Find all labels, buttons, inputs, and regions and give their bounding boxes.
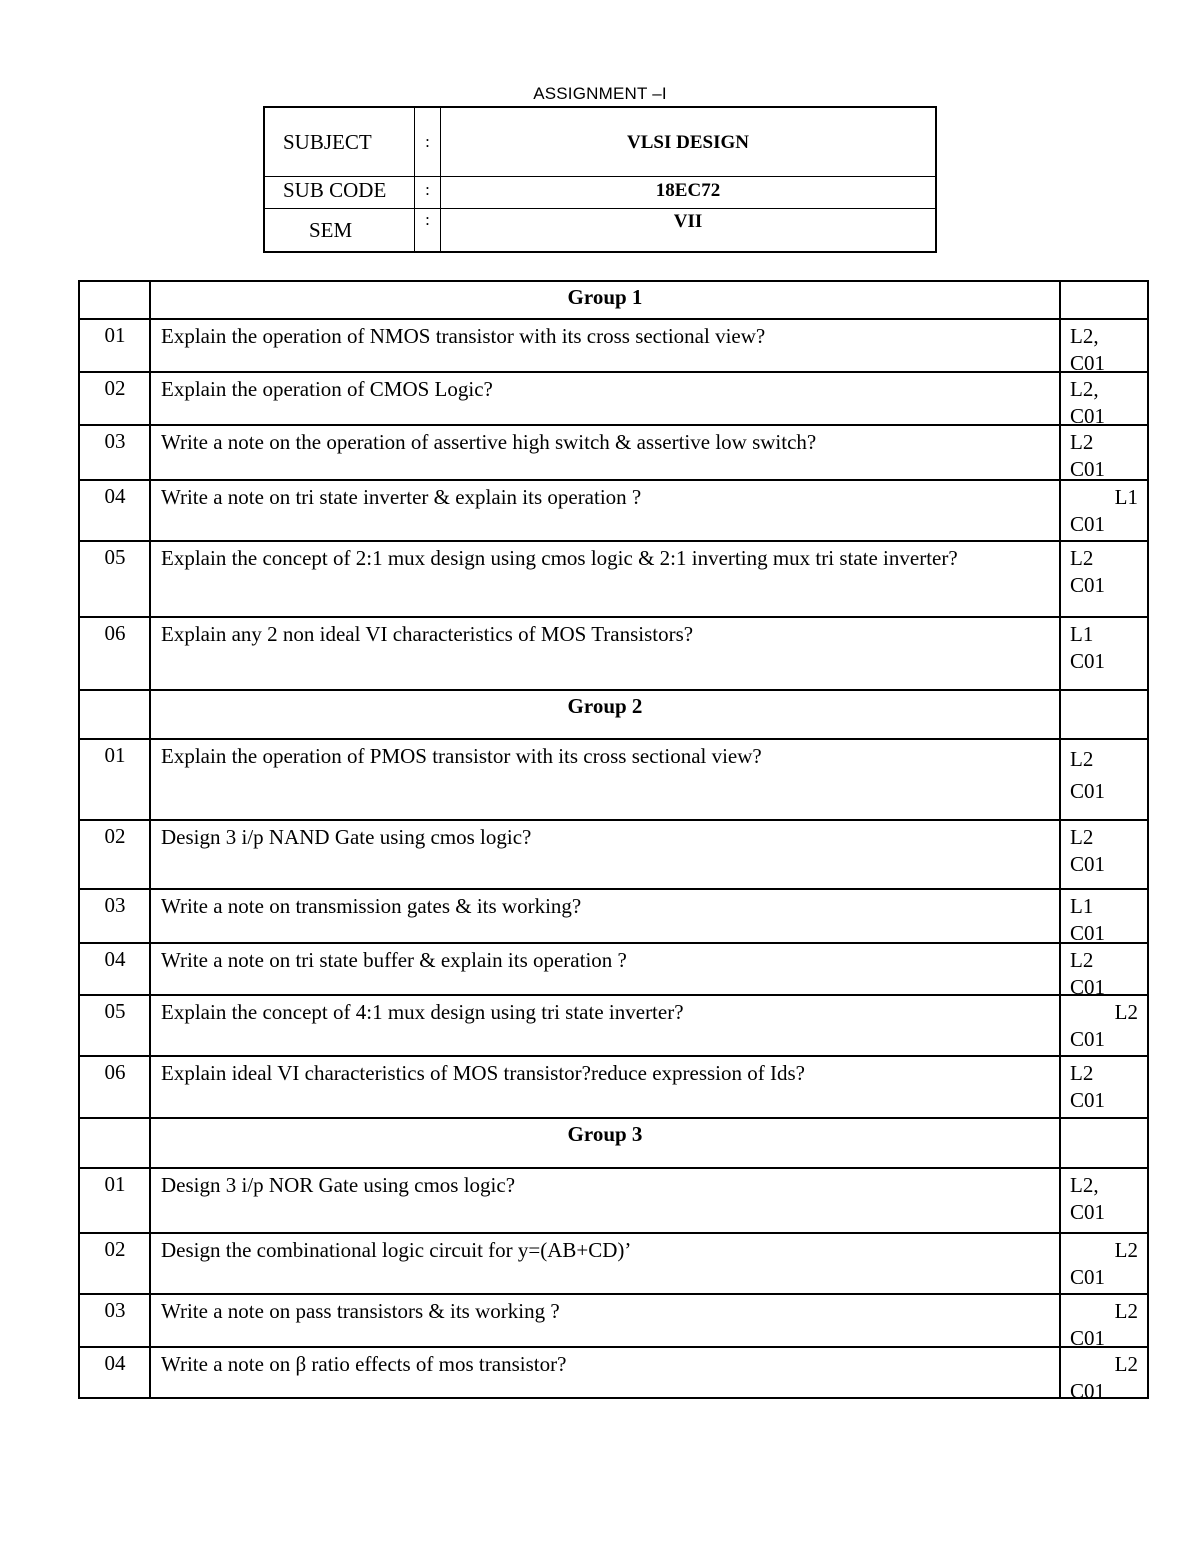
level: L2, <box>1070 324 1099 348</box>
question-number: 04 <box>104 947 126 971</box>
table-row <box>80 320 1147 373</box>
group-title: Group 1 <box>567 285 643 309</box>
table-row <box>80 1057 1147 1119</box>
level: L1 <box>1070 622 1094 646</box>
course-outcome: C01 <box>1070 1379 1106 1403</box>
course-outcome: C01 <box>1070 351 1106 375</box>
table-row <box>80 1234 1147 1295</box>
course-outcome: C01 <box>1070 1326 1106 1350</box>
group-title: Group 3 <box>567 1122 643 1146</box>
question-text: Explain the concept of 2:1 mux design using cmos logic & 2:1 inverting mux tri state inverter? <box>161 546 958 570</box>
level: L2 <box>1114 1299 1138 1323</box>
level: L2 <box>1114 1238 1138 1262</box>
question-number: 01 <box>104 743 126 767</box>
course-outcome: C01 <box>1070 1088 1106 1112</box>
question-text: Explain the operation of CMOS Logic? <box>161 377 493 401</box>
question-text: Explain ideal VI characteristics of MOS transistor?reduce expression of Ids? <box>161 1061 805 1085</box>
level-cell <box>1070 621 1140 675</box>
level: L2 <box>1114 1352 1138 1376</box>
level-cell <box>1070 1237 1140 1291</box>
course-outcome: C01 <box>1070 779 1106 803</box>
question-number: 04 <box>104 1351 126 1375</box>
colon: : <box>415 176 441 208</box>
level-cell <box>1070 429 1140 483</box>
table-row <box>80 481 1147 542</box>
level-cell <box>1070 1298 1140 1352</box>
question-number: 03 <box>104 429 126 453</box>
question-number: 03 <box>104 893 126 917</box>
table-row <box>80 740 1147 821</box>
question-number: 06 <box>104 621 126 645</box>
group-title: Group 2 <box>567 694 643 718</box>
level-cell <box>1070 947 1140 1001</box>
question-number: 02 <box>104 824 126 848</box>
level: L2, <box>1070 377 1099 401</box>
sub-code-row <box>265 176 935 209</box>
subject-row <box>265 108 935 177</box>
course-outcome: C01 <box>1070 921 1106 945</box>
level-cell <box>1070 545 1140 599</box>
question-text: Design 3 i/p NAND Gate using cmos logic? <box>161 825 532 849</box>
level-cell <box>1070 743 1140 807</box>
question-number: 01 <box>104 1172 126 1196</box>
question-number: 02 <box>104 376 126 400</box>
question-number: 05 <box>104 999 126 1023</box>
level: L2 <box>1114 1000 1138 1024</box>
question-number: 01 <box>104 323 126 347</box>
sub-code-value: 18EC72 <box>655 180 721 201</box>
level-cell <box>1070 323 1140 377</box>
course-outcome: C01 <box>1070 649 1106 673</box>
course-outcome: C01 <box>1070 404 1106 428</box>
table-row <box>80 542 1147 618</box>
question-number: 03 <box>104 1298 126 1322</box>
table-row <box>80 618 1147 691</box>
table-row <box>80 890 1147 944</box>
level-cell <box>1070 824 1140 878</box>
group-header-row <box>80 282 1147 320</box>
course-outcome: C01 <box>1070 512 1106 536</box>
question-text: Explain the concept of 4:1 mux design using tri state inverter? <box>161 1000 684 1024</box>
level-cell <box>1070 1060 1140 1114</box>
course-outcome: C01 <box>1070 852 1106 876</box>
level-cell <box>1070 484 1140 538</box>
question-text: Explain any 2 non ideal VI characteristics of MOS Transistors? <box>161 622 694 646</box>
question-text: Write a note on the operation of assertive high switch & assertive low switch? <box>161 430 817 454</box>
question-text: Explain the operation of PMOS transistor with its cross sectional view? <box>161 744 762 768</box>
question-number: 06 <box>104 1060 126 1084</box>
subject-label: SUBJECT <box>265 108 415 176</box>
course-outcome: C01 <box>1070 1265 1106 1289</box>
subject-value: VLSI DESIGN <box>627 132 749 153</box>
table-row <box>80 426 1147 481</box>
course-outcome: C01 <box>1070 1200 1106 1224</box>
question-number: 02 <box>104 1237 126 1261</box>
question-number: 04 <box>104 484 126 508</box>
question-text: Write a note on tri state buffer & explain its operation ? <box>161 948 627 972</box>
question-number: 05 <box>104 545 126 569</box>
questions-table <box>78 280 1149 1403</box>
table-row <box>80 996 1147 1057</box>
level-cell <box>1070 376 1140 430</box>
sub-code-label: SUB CODE <box>265 176 415 208</box>
sem-value: VII <box>673 211 703 232</box>
document-title: ASSIGNMENT –I <box>533 84 667 103</box>
level: L2 <box>1070 747 1094 771</box>
level: L2 <box>1070 948 1094 972</box>
question-text: Write a note on pass transistors & its working ? <box>161 1299 560 1323</box>
question-text: Design 3 i/p NOR Gate using cmos logic? <box>161 1173 516 1197</box>
table-row <box>80 373 1147 426</box>
question-text: Write a note on transmission gates & its working? <box>161 894 582 918</box>
level-cell <box>1070 1172 1140 1226</box>
table-row <box>80 1169 1147 1234</box>
group-header-row <box>80 1119 1147 1169</box>
group-header-row <box>80 691 1147 740</box>
level: L2 <box>1070 430 1094 454</box>
colon: : <box>415 208 441 253</box>
sem-row <box>265 208 935 253</box>
question-text: Write a note on β ratio effects of mos transistor? <box>161 1352 567 1376</box>
level: L2 <box>1070 1061 1094 1085</box>
course-outcome: C01 <box>1070 1027 1106 1051</box>
level: L2 <box>1070 546 1094 570</box>
level-cell <box>1070 893 1140 947</box>
subject-info-table <box>263 106 937 253</box>
level: L2, <box>1070 1173 1099 1197</box>
level: L1 <box>1070 894 1094 918</box>
table-row <box>80 1295 1147 1348</box>
course-outcome: C01 <box>1070 573 1106 597</box>
question-text: Explain the operation of NMOS transistor with its cross sectional view? <box>161 324 766 348</box>
level-cell <box>1070 999 1140 1053</box>
level: L1 <box>1114 485 1138 509</box>
course-outcome: C01 <box>1070 975 1106 999</box>
table-row <box>80 944 1147 999</box>
table-row <box>80 1348 1147 1403</box>
colon: : <box>415 108 441 176</box>
level: L2 <box>1070 825 1094 849</box>
course-outcome: C01 <box>1070 457 1106 481</box>
level-cell <box>1070 1351 1140 1405</box>
question-text: Write a note on tri state inverter & explain its operation ? <box>161 485 642 509</box>
sem-label: SEM <box>265 208 415 253</box>
table-row <box>80 821 1147 890</box>
question-text: Design the combinational logic circuit for y=(AB+CD)’ <box>161 1238 632 1262</box>
